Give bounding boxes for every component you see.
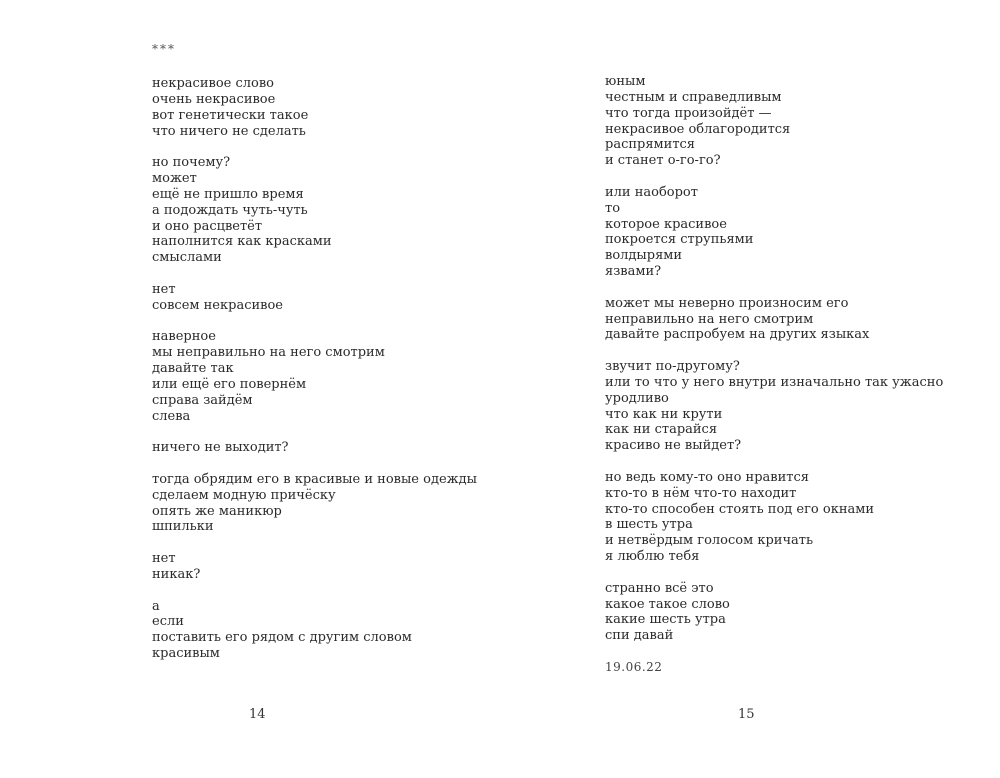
stanza bbox=[605, 470, 943, 565]
stanza bbox=[152, 155, 477, 266]
section-ornament: *** bbox=[152, 42, 176, 56]
poem-text-left bbox=[152, 76, 477, 678]
poem-line: ничего не выходит? bbox=[152, 440, 289, 456]
poem-line: может мы неверно произносим его bbox=[605, 295, 849, 311]
poem-line: язвами? bbox=[605, 264, 662, 280]
poem-line: смыслами bbox=[152, 250, 222, 266]
poem-line: как ни старайся bbox=[605, 422, 718, 438]
poem-line: распрямится bbox=[605, 137, 695, 153]
poem-line: что ничего не сделать bbox=[152, 123, 306, 139]
stanza bbox=[152, 551, 477, 583]
stanza bbox=[152, 76, 477, 139]
poem-line: нет bbox=[152, 551, 176, 567]
poem-line: какие шесть утра bbox=[605, 612, 726, 628]
poem-line: что как ни крути bbox=[605, 406, 723, 422]
right-page bbox=[500, 0, 1000, 778]
poem-line: звучит по-другому? bbox=[605, 359, 740, 375]
poem-line: или то что у него внутри изначально так ужасно bbox=[605, 374, 944, 390]
poem-line: вот генетически такое bbox=[152, 107, 309, 123]
poem-line: но почему? bbox=[152, 155, 231, 171]
poem-line: и нетвёрдым голосом кричать bbox=[605, 533, 814, 549]
poem-line: которое красивое bbox=[605, 216, 727, 232]
poem-line: или ещё его повернём bbox=[152, 376, 307, 392]
poem-line: и оно расцветёт bbox=[152, 218, 263, 234]
poem-line: некрасивое облагородится bbox=[605, 121, 791, 137]
poem-line: а подождать чуть-чуть bbox=[152, 202, 308, 218]
page-number: 15 bbox=[738, 707, 755, 722]
poem-line: уродливо bbox=[605, 390, 669, 406]
poem-line: наверное bbox=[152, 329, 216, 345]
poem-line: неправильно на него смотрим bbox=[605, 311, 814, 327]
poem-line: мы неправильно на него смотрим bbox=[152, 345, 385, 361]
poem-line: красивым bbox=[152, 646, 220, 662]
poem-line: слева bbox=[152, 408, 191, 424]
stanza bbox=[605, 74, 943, 169]
poem-line: давайте так bbox=[152, 361, 234, 377]
poem-line: опять же маникюр bbox=[152, 503, 282, 519]
stanza bbox=[605, 359, 943, 454]
poem-line: сделаем модную причёску bbox=[152, 487, 336, 503]
poem-line: может bbox=[152, 171, 197, 187]
poem-line: юным bbox=[605, 74, 646, 89]
poem-line: а bbox=[152, 598, 160, 614]
poem-line: тогда обрядим его в красивые и новые одежды bbox=[152, 471, 477, 487]
poem-line: и станет о-го-го? bbox=[605, 153, 721, 169]
poem-line: спи давай bbox=[605, 628, 674, 644]
poem-line: честным и справедливым bbox=[605, 89, 782, 105]
poem-line: странно всё это bbox=[605, 580, 714, 596]
stanza bbox=[605, 581, 943, 644]
poem-line: если bbox=[152, 614, 184, 630]
poem-line: очень некрасивое bbox=[152, 91, 276, 107]
poem-line: никак? bbox=[152, 566, 201, 582]
poem-line: кто-то способен стоять под его окнами bbox=[605, 501, 875, 517]
poem-line: покроется струпьями bbox=[605, 232, 754, 248]
poem-line: я люблю тебя bbox=[605, 549, 700, 565]
poem-line: то bbox=[605, 200, 621, 216]
stanza bbox=[605, 296, 943, 344]
poem-line: но ведь кому-то оно нравится bbox=[605, 469, 809, 485]
poem-line: наполнится как красками bbox=[152, 234, 332, 250]
poem-line: шпильки bbox=[152, 519, 214, 535]
stanza bbox=[152, 599, 477, 662]
poem-line: какое такое слово bbox=[605, 596, 730, 612]
poem-line: ещё не пришло время bbox=[152, 186, 304, 202]
poem-line: нет bbox=[152, 281, 176, 297]
stanza bbox=[152, 329, 477, 424]
poem-line: справа зайдём bbox=[152, 392, 253, 408]
stanza bbox=[152, 472, 477, 535]
stanza bbox=[605, 185, 943, 280]
poem-line: поставить его рядом с другим словом bbox=[152, 630, 412, 646]
poem-line: или наоборот bbox=[605, 184, 698, 200]
poem-line: некрасивое слово bbox=[152, 76, 274, 91]
poem-text-right bbox=[605, 74, 943, 660]
poem-date: 19.06.22 bbox=[605, 660, 663, 674]
stanza bbox=[152, 282, 477, 314]
poem-line: что тогда произойдёт — bbox=[605, 105, 772, 121]
stanza bbox=[152, 440, 477, 456]
poem-line: в шесть утра bbox=[605, 517, 693, 533]
page-number: 14 bbox=[249, 707, 266, 722]
poem-line: волдырями bbox=[605, 248, 683, 264]
poem-line: совсем некрасивое bbox=[152, 297, 283, 313]
poem-line: красиво не выйдет? bbox=[605, 438, 742, 454]
poem-line: кто-то в нём что-то находит bbox=[605, 485, 797, 501]
poem-line: давайте распробуем на других языках bbox=[605, 327, 870, 343]
